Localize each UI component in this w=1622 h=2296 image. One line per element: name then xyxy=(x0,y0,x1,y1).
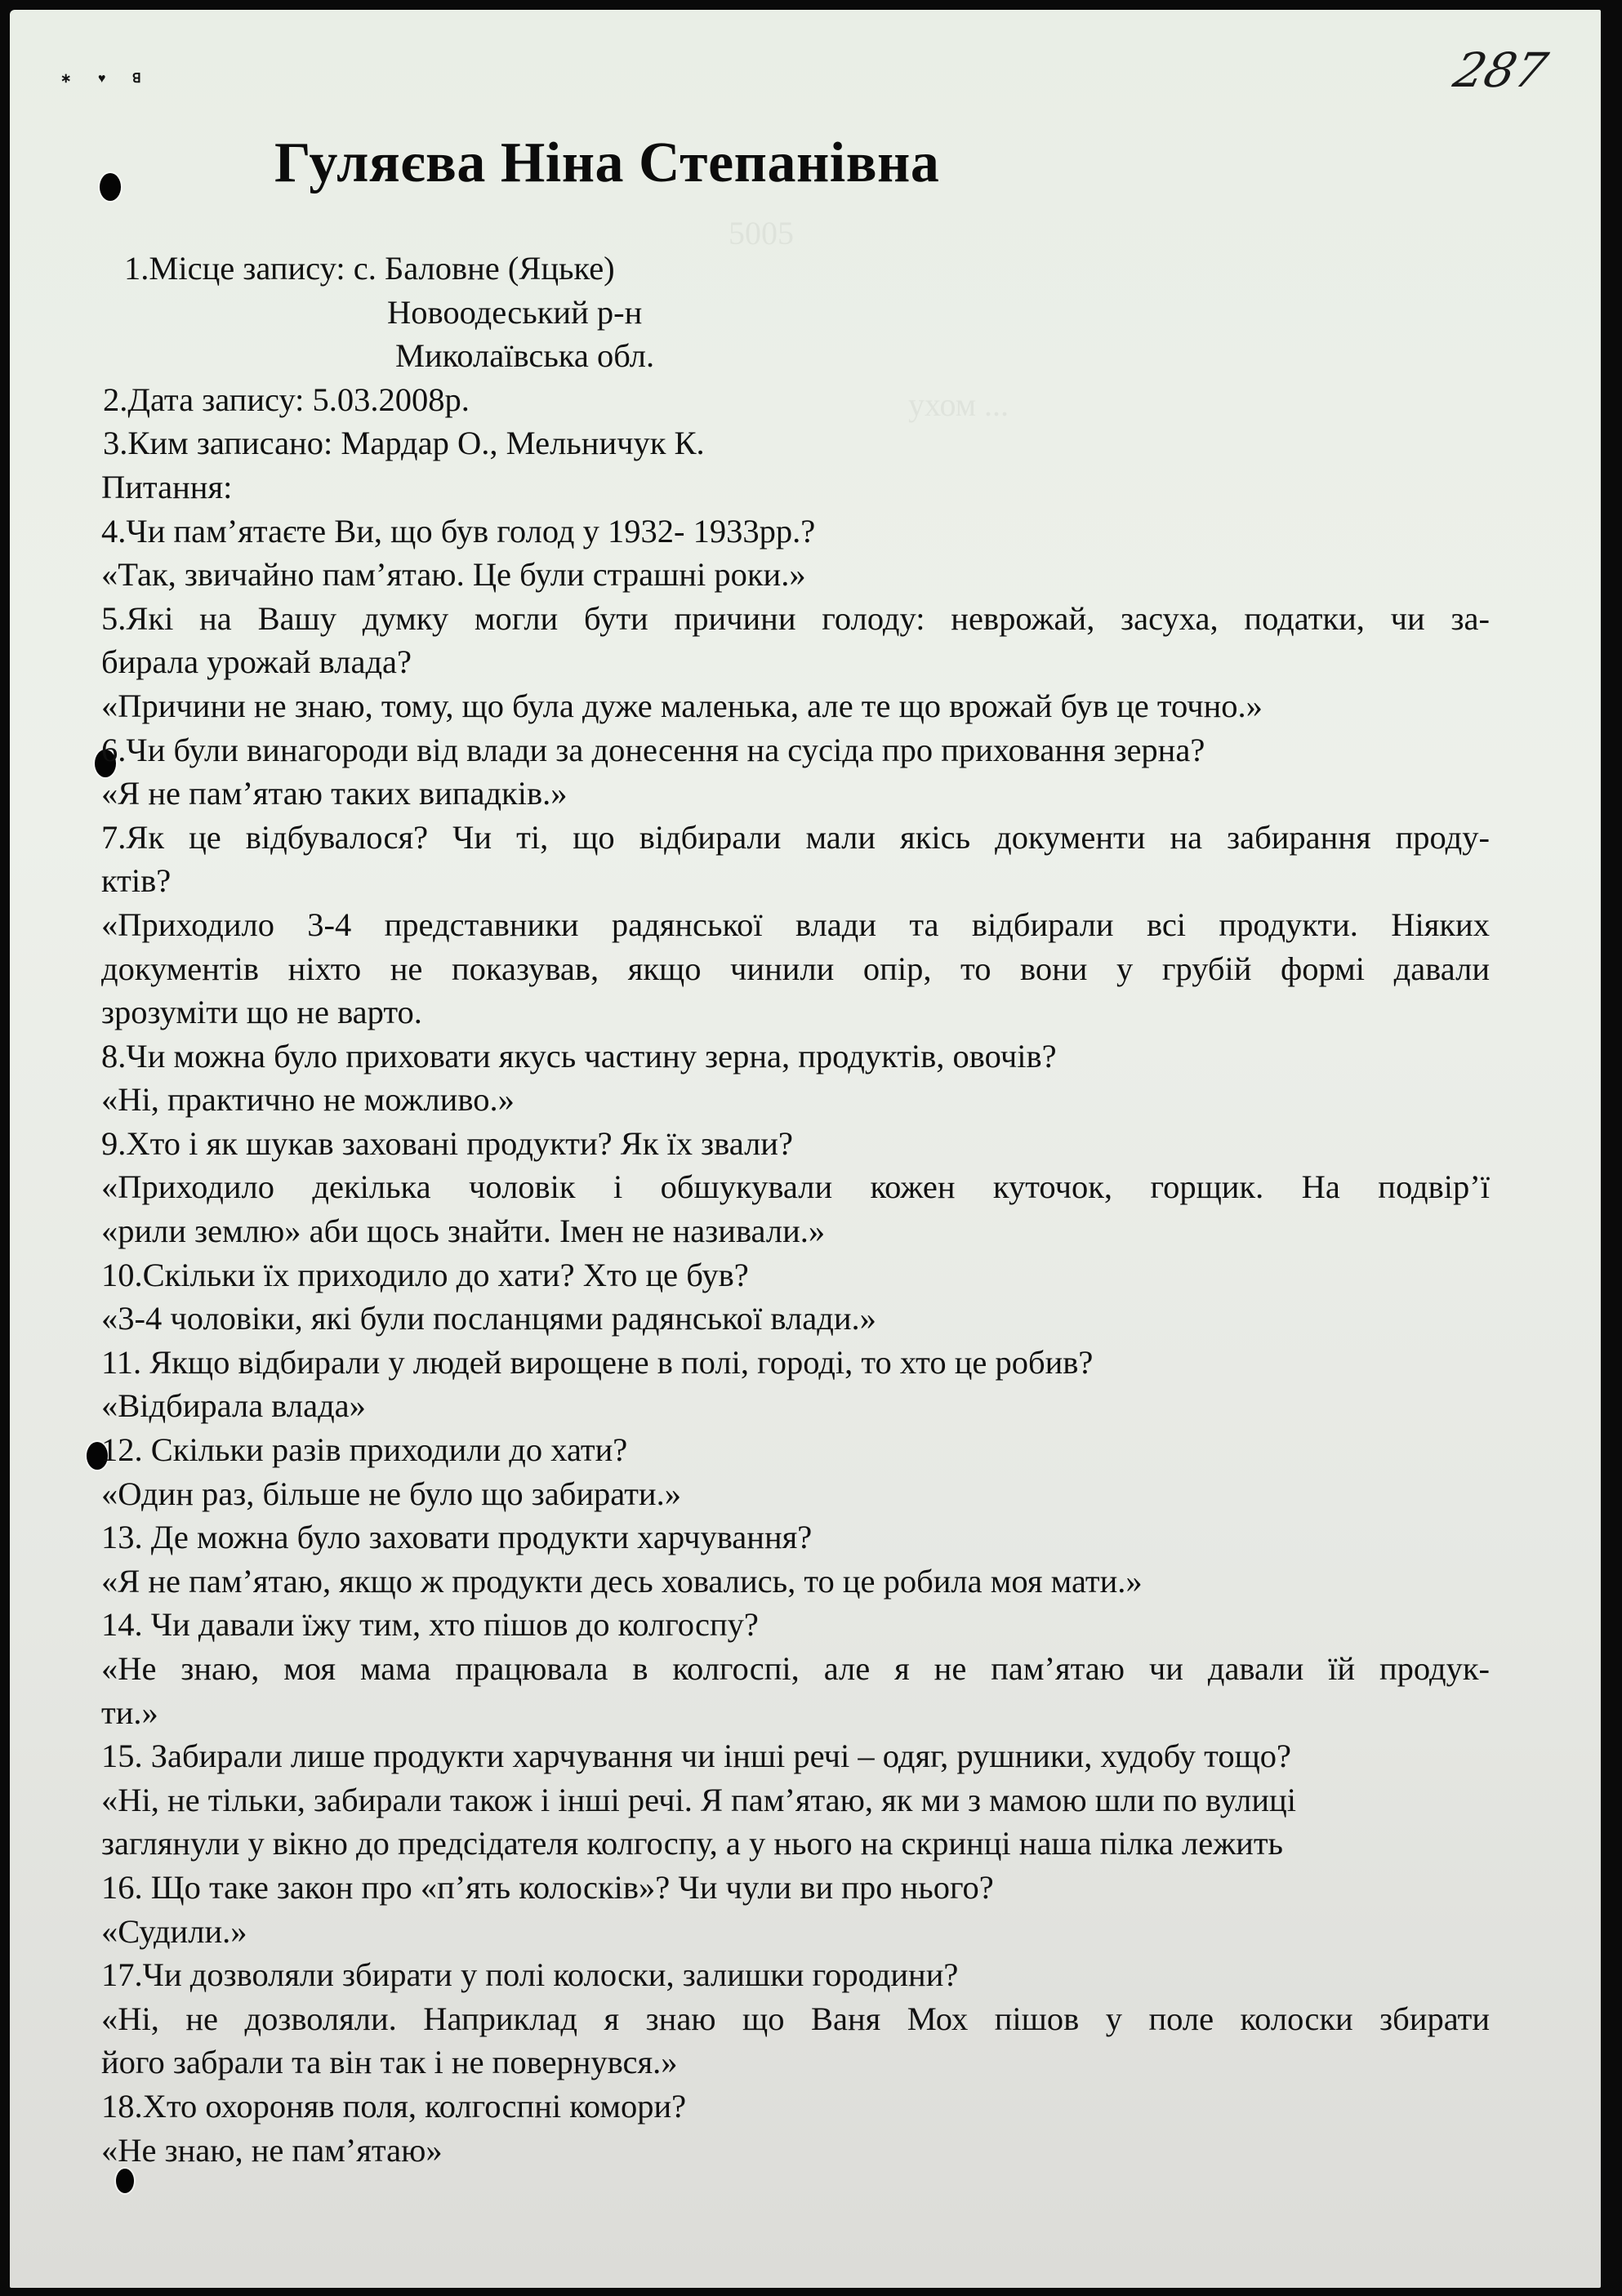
answer-17: «Ні, не дозволяли. Наприклад я знаю що Ваня Мох пішов у поле колоски збирати xyxy=(101,2000,1490,2037)
answer-11: «Відбирала влада» xyxy=(101,1387,366,1425)
question-12: 12. Скільки разів приходили до хати? xyxy=(101,1431,628,1469)
answer-10: «3-4 чоловіки, які були посланцями радянської влади.» xyxy=(101,1300,876,1337)
punch-hole xyxy=(100,173,121,201)
document-body xyxy=(101,247,1490,2172)
answer-13: «Я не пам’ятаю, якщо ж продукти десь ховались, то це робила моя мати.» xyxy=(101,1562,1143,1600)
answer-8: «Ні, практично не можливо.» xyxy=(101,1081,515,1119)
question-9: 9.Хто і як шукав заховані продукти? Як їх звали? xyxy=(101,1124,793,1162)
bleed-through-text: 5005 xyxy=(729,215,794,251)
question-14: 14. Чи давали їжу тим, хто пішов до колгоспу? xyxy=(101,1606,759,1644)
question-7: 7.Як це відбувалося? Чи ті, що відбирали мали якісь документи на забирання проду- xyxy=(101,818,1490,856)
corner-marks: ∗ ♥ ꓭ xyxy=(60,72,153,86)
answer-5: «Причини не знаю, тому, що була дуже маленька, але те що врожай був це точно.» xyxy=(101,687,1263,724)
question-5-cont: бирала урожай влада? xyxy=(101,643,412,681)
question-13: 13. Де можна було заховати продукти харчування? xyxy=(101,1519,813,1556)
answer-18: «Не знаю, не пам’ятаю» xyxy=(101,2131,443,2169)
meta-district: Новоодеський р-н xyxy=(387,293,643,331)
handwritten-page-number: 287 xyxy=(1448,42,1553,98)
answer-4: «Так, звичайно пам’ятаю. Це були страшні роки.» xyxy=(101,556,806,594)
question-10: 10.Скільки їх приходило до хати? Хто це був? xyxy=(101,1256,749,1293)
questions-heading: Питання: xyxy=(101,468,233,505)
answer-7-end: зрозуміти що не варто. xyxy=(101,994,422,1031)
answer-14: «Не знаю, моя мама працювала в колгоспі, але я не пам’ятаю чи давали їй продук- xyxy=(101,1650,1490,1687)
question-16: 16. Що таке закон про «п’ять колосків»? Чи чули ви про нього? xyxy=(101,1868,994,1906)
punch-hole xyxy=(116,2169,134,2193)
answer-7-cont: документів ніхто не показував, якщо чинили опір, то вони у грубій формі давали xyxy=(101,950,1490,987)
question-15: 15. Забирали лише продукти харчування чи інші речі – одяг, рушники, худобу тощо? xyxy=(101,1738,1292,1775)
answer-9-cont: «рили землю» аби щось знайти. Імен не називали.» xyxy=(101,1213,826,1250)
bleed-through-text: ухом ... xyxy=(908,386,1009,423)
question-11: 11. Якщо відбирали у людей вирощене в полі, городі, то хто це робив? xyxy=(101,1343,1094,1381)
answer-16: «Судили.» xyxy=(101,1912,247,1950)
question-4: 4.Чи пам’ятаєте Ви, що був голод у 1932- 1933рр.? xyxy=(101,512,816,550)
question-17: 17.Чи дозволяли збирати у полі колоски, залишки городини? xyxy=(101,1956,959,1994)
answer-14-cont: ти.» xyxy=(101,1693,158,1731)
question-8: 8.Чи можна було приховати якусь частину зерна, продуктів, овочів? xyxy=(101,1037,1057,1075)
answer-12: «Один раз, більше не було що забирати.» xyxy=(101,1475,681,1512)
question-5: 5.Які на Вашу думку могли бути причини голоду: неврожай, засуха, податки, чи за- xyxy=(101,599,1490,637)
answer-6: «Я не пам’ятаю таких випадків.» xyxy=(101,775,568,812)
question-7-cont: ктів? xyxy=(101,862,172,900)
answer-17-cont: його забрали та він так і не повернувся.» xyxy=(101,2044,678,2081)
answer-7: «Приходило 3-4 представники радянської влади та відбирали всі продукти. Ніяких xyxy=(101,905,1490,943)
meta-region: Миколаївська обл. xyxy=(395,337,655,375)
answer-9: «Приходило декілька чоловік і обшукували кожен куточок, горщик. На подвір’ї xyxy=(101,1168,1490,1206)
answer-15: «Ні, не тільки, забирали також і інші речі. Я пам’ятаю, як ми з мамою шли по вулиці xyxy=(101,1781,1296,1818)
meta-recorded-by: 3.Ким записано: Мардар О., Мельничук К. xyxy=(103,425,705,462)
meta-place: 1.Місце запису: с. Баловне (Яцьке) xyxy=(124,250,615,287)
question-6: 6.Чи були винагороди від влади за донесення на сусіда про приховання зерна? xyxy=(101,731,1205,768)
answer-15-cont: заглянули у вікно до предсідателя колгоспу, а у нього на скринці наша пілка лежить xyxy=(101,1825,1284,1862)
question-18: 18.Хто охороняв поля, колгоспні комори? xyxy=(101,2087,687,2125)
document-page xyxy=(10,10,1601,2288)
document-title: Гуляєва Ніна Степанівна xyxy=(274,131,940,194)
meta-date: 2.Дата запису: 5.03.2008р. xyxy=(103,380,470,418)
